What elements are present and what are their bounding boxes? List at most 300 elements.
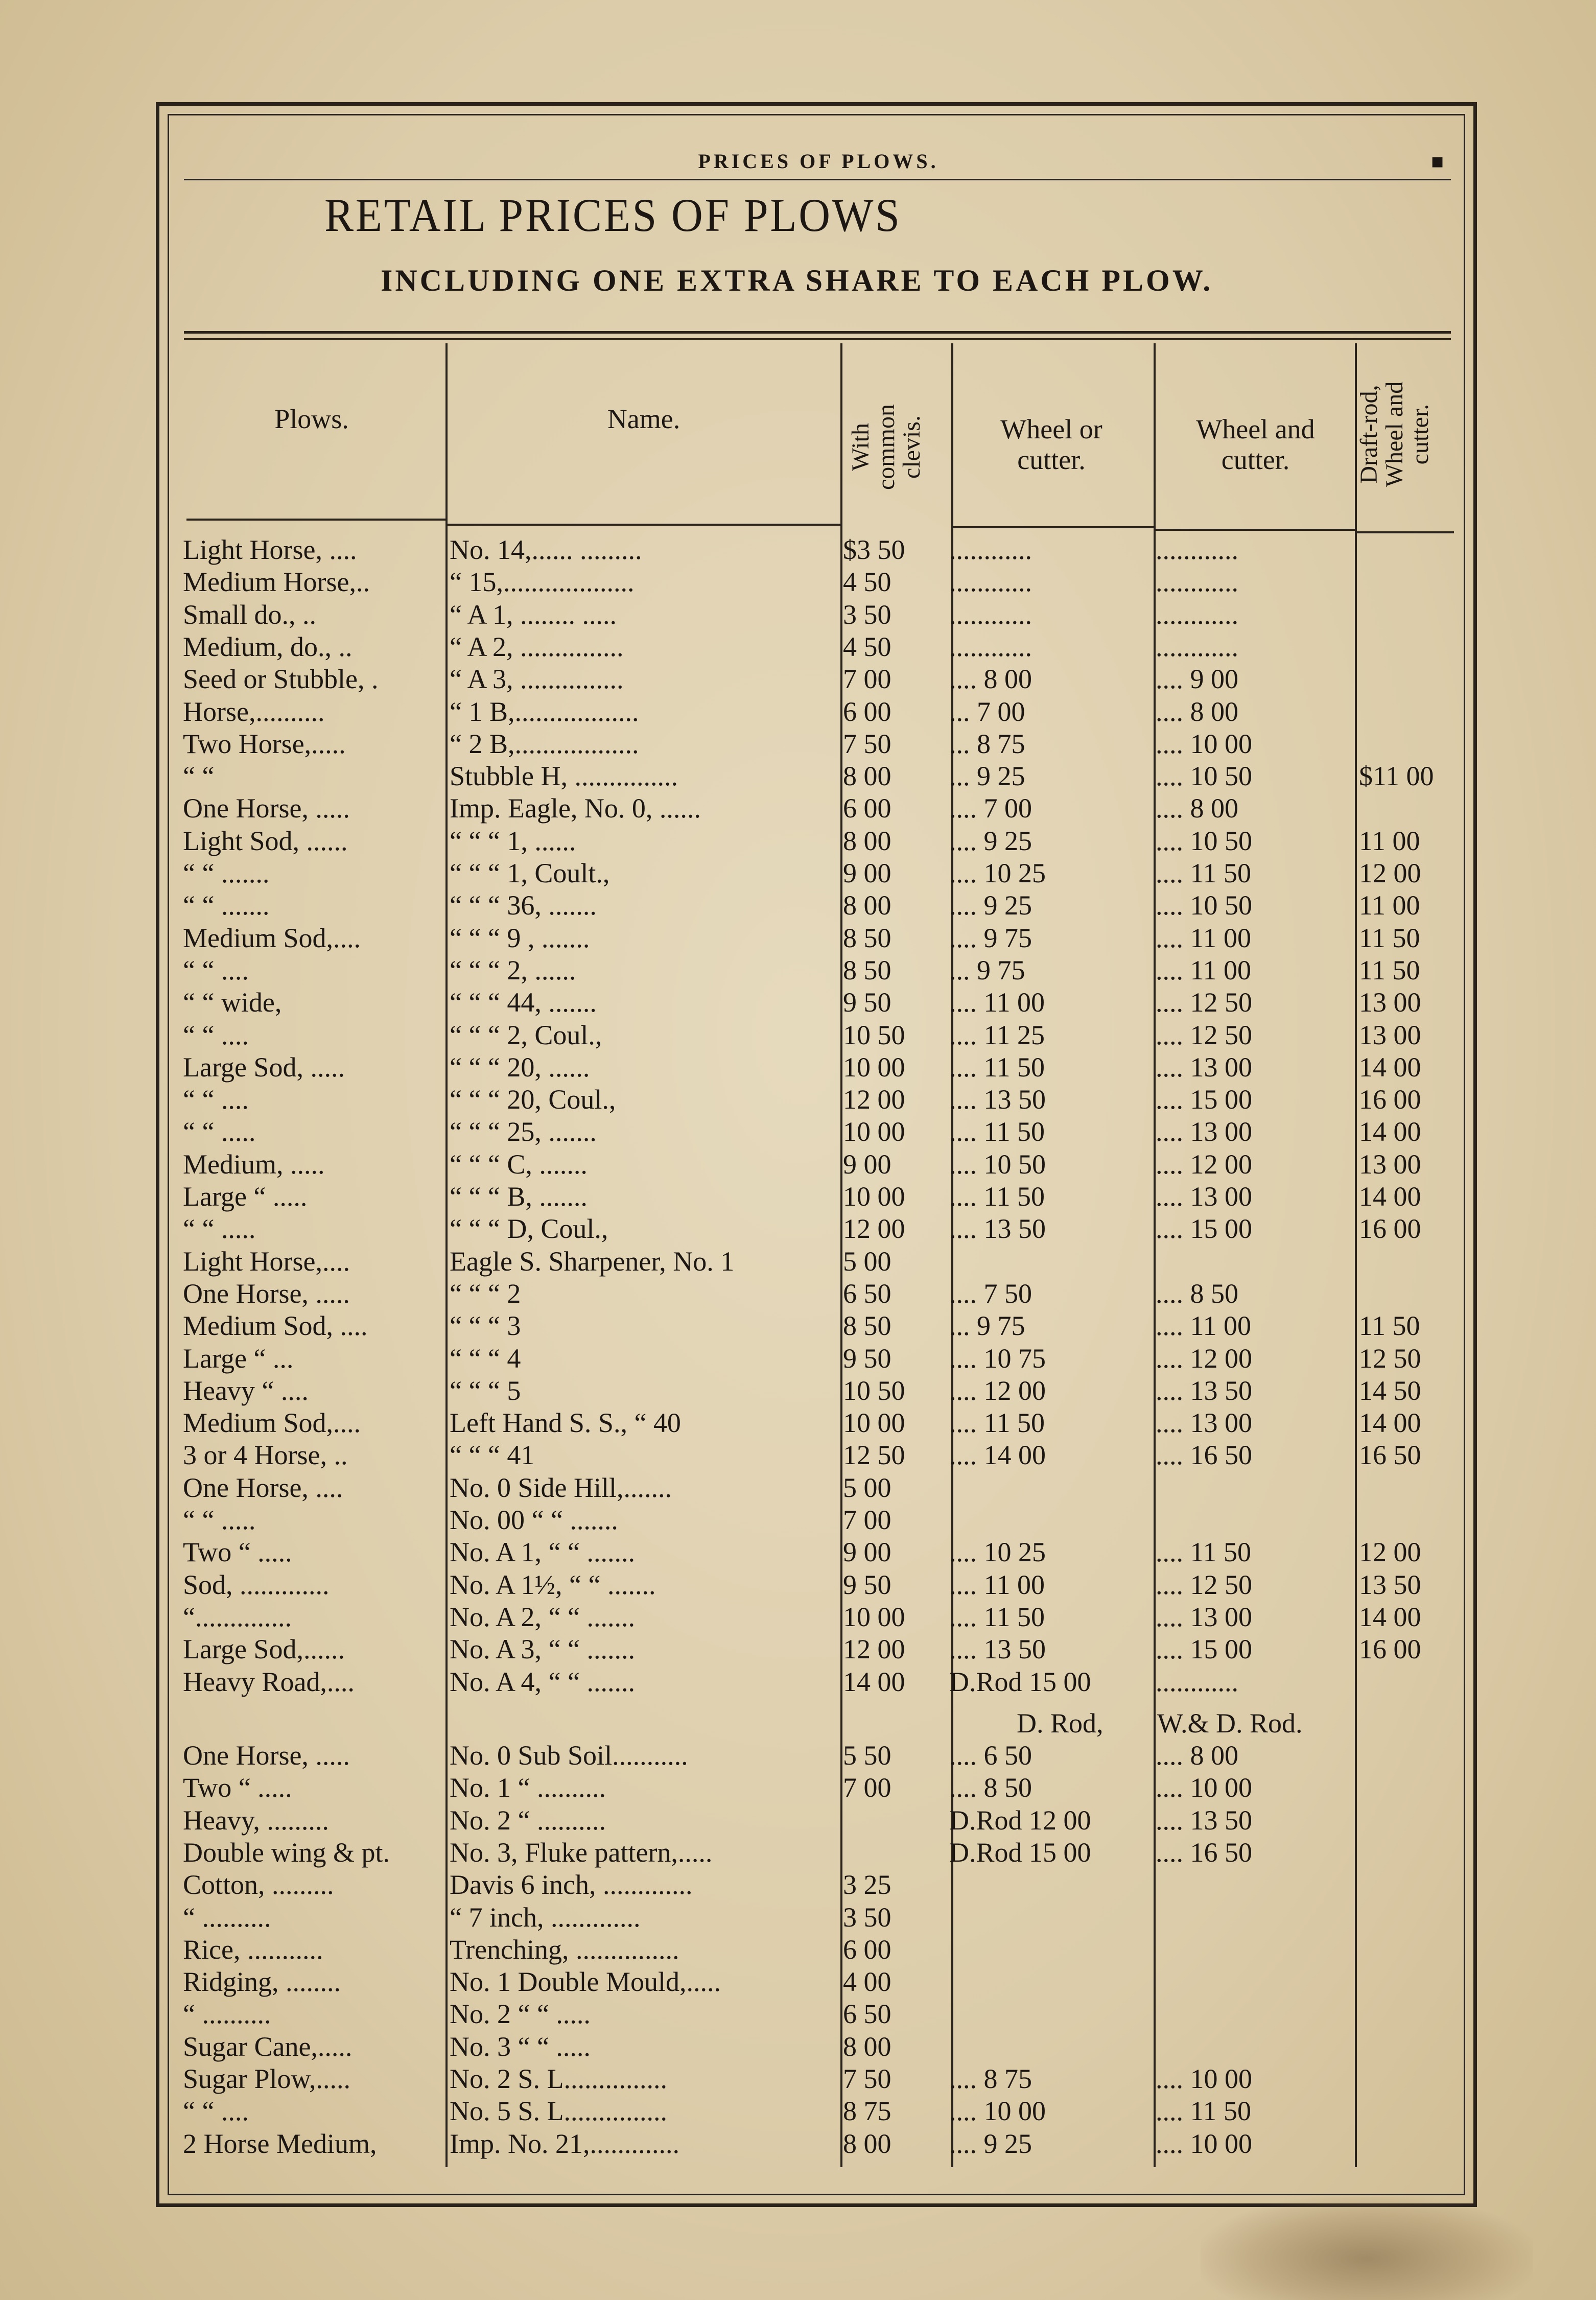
header-rule-wheel-and (1156, 529, 1355, 531)
running-head: PRICES OF PLOWS. (698, 150, 939, 173)
cell-p3: .... 11 00 (1156, 954, 1251, 985)
cell-name: “ “ “ C, ....... (450, 1148, 588, 1180)
cell-p4: 14 00 (1359, 1181, 1421, 1212)
cell-name: “ A 3, ............... (450, 664, 624, 695)
cell-plow: “ “ .... (183, 2096, 249, 2127)
cell-name: “ A 1, ........ ..... (450, 599, 617, 630)
cell-plow: Two Horse,..... (183, 728, 346, 759)
cell-p1: 12 00 (843, 1634, 905, 1665)
cell-p4: 14 00 (1359, 1407, 1421, 1439)
cell-name: No. A 4, “ “ ....... (450, 1666, 635, 1697)
cell-p3: .... 10 00 (1156, 728, 1252, 759)
cell-p4: 11 00 (1359, 890, 1420, 921)
cell-name: Davis 6 inch, ............. (450, 1869, 693, 1900)
cell-plow: Large “ ... (183, 1343, 294, 1374)
cell-p1: 6 00 (843, 1934, 891, 1965)
cell-p1: 9 00 (843, 858, 891, 888)
cell-p1: 9 50 (843, 987, 891, 1018)
cell-p2: .... 11 50 (949, 1407, 1045, 1439)
cell-p2: .... 9 25 (949, 2128, 1032, 2159)
cell-p2: .... 6 50 (949, 1740, 1032, 1771)
cell-p2: .... 8 50 (949, 1772, 1032, 1803)
cell-plow: Medium Sod,.... (183, 922, 361, 953)
cell-plow: Two “ ..... (183, 1772, 292, 1803)
cell-p3: .... 16 50 (1156, 1440, 1252, 1471)
cell-name: No. 1 “ .......... (450, 1772, 606, 1803)
cell-name: No. A 2, “ “ ....... (450, 1601, 635, 1632)
cell-name: “ “ “ 5 (450, 1375, 521, 1406)
cell-p1: 7 50 (843, 2063, 891, 2094)
table-row (0, 2095, 1596, 2127)
cell-p3: .... 10 00 (1156, 1772, 1252, 1803)
cell-p1: 4 50 (843, 631, 891, 662)
cell-p3: .... 10 50 (1156, 825, 1252, 856)
cell-p2: .... 10 50 (949, 1148, 1046, 1180)
cell-name: “ 15,................... (450, 567, 635, 598)
cell-p1: 12 00 (843, 1084, 905, 1115)
table-row (0, 1633, 1596, 1665)
table-row (0, 1439, 1596, 1471)
cell-plow: 3 or 4 Horse, .. (183, 1440, 348, 1471)
page-subtitle: INCLUDING ONE EXTRA SHARE TO EACH PLOW. (381, 264, 1213, 297)
cell-p4: 14 00 (1359, 1051, 1421, 1083)
header-common: With common clevis. (847, 404, 925, 490)
cell-p2: .... 11 00 (949, 1569, 1045, 1600)
cell-plow: “ “ .... (183, 1019, 249, 1050)
table-row (0, 1148, 1596, 1181)
cell-p4: 11 50 (1359, 954, 1420, 985)
cell-name: “ “ “ 44, ....... (450, 987, 597, 1018)
table-row (0, 1772, 1596, 1804)
cell-p1: 9 00 (843, 1537, 891, 1568)
cell-p2: ............ (949, 631, 1032, 662)
table-row (0, 1472, 1596, 1504)
cell-p1: 10 00 (843, 1407, 905, 1439)
cell-plow: Small do., .. (183, 599, 317, 630)
cell-plow: Medium Horse,.. (183, 567, 370, 598)
table-row (0, 760, 1596, 792)
cell-p2: .... 12 00 (949, 1375, 1046, 1406)
cell-plow: Large Sod, ..... (183, 1051, 345, 1083)
cell-p2: .... 13 50 (949, 1084, 1046, 1115)
cell-p1: 10 00 (843, 1601, 905, 1632)
header-wheel-or: Wheel or cutter. (1000, 414, 1102, 475)
table-row (0, 1934, 1596, 1966)
cell-p3: .... 10 00 (1156, 2063, 1252, 2094)
table-row (0, 1998, 1596, 2030)
cell-p2: .... 13 50 (949, 1634, 1046, 1665)
cell-p3: .... 8 50 (1156, 1278, 1238, 1309)
cell-p3: .... 13 00 (1156, 1116, 1252, 1147)
cell-plow: Medium Sod, .... (183, 1310, 368, 1342)
cell-p1: 6 50 (843, 1278, 891, 1309)
table-row (0, 663, 1596, 695)
table-row (0, 922, 1596, 954)
cell-p3: .... 11 00 (1156, 1310, 1251, 1342)
cell-name: “ “ “ 3 (450, 1310, 521, 1342)
table-row (0, 1310, 1596, 1342)
cell-p2: ............ (949, 534, 1032, 565)
cell-p3: .... 15 00 (1156, 1213, 1252, 1245)
table-row (0, 1375, 1596, 1407)
cell-p4: 16 00 (1359, 1634, 1421, 1665)
cell-p4: 11 50 (1359, 1310, 1420, 1342)
cell-p3: .... 13 00 (1156, 1051, 1252, 1083)
cell-p1: 3 25 (843, 1869, 891, 1900)
cell-p2: .... 7 00 (949, 793, 1032, 824)
cell-p1: 7 00 (843, 1772, 891, 1803)
cell-p1: $3 50 (843, 534, 905, 565)
cell-plow: Sugar Plow,..... (183, 2063, 351, 2094)
cell-p3: .... 8 00 (1156, 696, 1238, 727)
cell-p2: ... 9 75 (949, 954, 1025, 985)
table-row (0, 1504, 1596, 1536)
cell-name: “ “ “ 2, Coul., (450, 1019, 602, 1050)
cell-p4: $11 00 (1359, 761, 1434, 792)
table-row (0, 1116, 1596, 1148)
cell-p4: 13 00 (1359, 1148, 1421, 1180)
subheader-d-rod: D. Rod, (1017, 1708, 1104, 1739)
table-row (0, 1666, 1596, 1698)
cell-p1: 4 50 (843, 567, 891, 598)
cell-plow: Seed or Stubble, . (183, 664, 379, 695)
cell-p3: .... 13 50 (1156, 1375, 1252, 1406)
cell-name: “ “ “ 25, ....... (450, 1116, 597, 1147)
cell-p1: 8 00 (843, 825, 891, 856)
table-row (0, 534, 1596, 566)
cell-p2: D.Rod 12 00 (949, 1804, 1091, 1836)
cell-p2: .... 11 50 (949, 1051, 1045, 1083)
cell-name: “ “ “ D, Coul., (450, 1213, 608, 1245)
cell-plow: “ .......... (183, 1902, 271, 1933)
table-row (0, 696, 1596, 728)
subheader-wd-rod: W.& D. Rod. (1157, 1708, 1303, 1739)
cell-p1: 10 00 (843, 1051, 905, 1083)
cell-p2: .... 8 75 (949, 2063, 1032, 2094)
cell-name: No. 0 Side Hill,....... (450, 1472, 672, 1503)
cell-p4: 11 00 (1359, 825, 1420, 856)
cell-p2: ... 9 75 (949, 1310, 1025, 1342)
cell-plow: “ “ ....... (183, 890, 270, 921)
table-row (0, 1966, 1596, 1998)
cell-p3: .... 13 00 (1156, 1181, 1252, 1212)
cell-name: No. A 3, “ “ ....... (450, 1634, 635, 1665)
cell-name: Trenching, ............... (450, 1934, 679, 1965)
table-row (0, 728, 1596, 760)
cell-p1: 5 00 (843, 1472, 891, 1503)
table-row (0, 1902, 1596, 1934)
cell-p3: .... 8 00 (1156, 1740, 1238, 1771)
cell-p2: .... 11 50 (949, 1116, 1045, 1147)
table-row (0, 987, 1596, 1019)
cell-p1: 8 00 (843, 761, 891, 792)
cell-name: No. 14,...... ......... (450, 534, 642, 565)
cell-p1: 8 00 (843, 2031, 891, 2062)
cell-p1: 5 00 (843, 1246, 891, 1277)
cell-p1: 9 00 (843, 1148, 891, 1180)
cell-plow: Medium Sod,.... (183, 1407, 361, 1439)
table-row (0, 631, 1596, 663)
table-row (0, 566, 1596, 598)
cell-p3: .... 15 00 (1156, 1084, 1252, 1115)
header-rule-plows (186, 519, 445, 521)
cell-name: Imp. No. 21,............. (450, 2128, 679, 2159)
cell-p2: .... 10 25 (949, 1537, 1046, 1568)
cell-plow: Rice, ........... (183, 1934, 323, 1965)
table-row (0, 1019, 1596, 1051)
table-row (0, 954, 1596, 987)
header-rule-draft (1357, 531, 1454, 533)
cell-p2: .... 8 00 (949, 664, 1032, 695)
cell-p2: .... 11 00 (949, 987, 1045, 1018)
table-row (0, 1278, 1596, 1310)
table-row (0, 2128, 1596, 2160)
cell-p1: 8 50 (843, 954, 891, 985)
cell-name: Imp. Eagle, No. 0, ...... (450, 793, 701, 824)
cell-plow: “ “ (183, 761, 215, 792)
cell-p4: 16 50 (1359, 1440, 1421, 1471)
cell-p4: 14 00 (1359, 1116, 1421, 1147)
cell-p1: 6 00 (843, 793, 891, 824)
cell-name: No. A 1½, “ “ ....... (450, 1569, 656, 1600)
cell-plow: Two “ ..... (183, 1537, 292, 1568)
cell-p1: 3 50 (843, 599, 891, 630)
cell-p2: .... 11 50 (949, 1601, 1045, 1632)
cell-name: No. A 1, “ “ ....... (450, 1537, 635, 1568)
cell-p3: .... 12 00 (1156, 1343, 1252, 1374)
table-row (0, 792, 1596, 825)
table-row (0, 857, 1596, 889)
header-rule-name (448, 524, 840, 526)
cell-name: “ “ “ 1, Coult., (450, 858, 610, 888)
cell-p1: 8 50 (843, 922, 891, 953)
cell-p1: 10 00 (843, 1181, 905, 1212)
cell-name: No. 2 S. L............... (450, 2063, 668, 2094)
cell-plow: Horse,.......... (183, 696, 325, 727)
page-title: RETAIL PRICES OF PLOWS (324, 189, 902, 241)
cell-p2: .... 13 50 (949, 1213, 1046, 1245)
cell-p4: 14 00 (1359, 1601, 1421, 1632)
cell-p3: .... 12 50 (1156, 1019, 1252, 1050)
cell-plow: One Horse, .... (183, 1472, 343, 1503)
cell-plow: Cotton, ......... (183, 1869, 334, 1900)
cell-name: Left Hand S. S., “ 40 (450, 1407, 681, 1439)
cell-name: “ “ “ 41 (450, 1440, 535, 1471)
cell-p2: ............ (949, 567, 1032, 598)
cell-p4: 16 00 (1359, 1213, 1421, 1245)
table-row (0, 2031, 1596, 2063)
cell-plow: “ “ ..... (183, 1213, 256, 1245)
cell-name: “ 2 B,.................. (450, 728, 639, 759)
cell-p2: .... 10 75 (949, 1343, 1046, 1374)
cell-plow: “.............. (183, 1601, 292, 1632)
cell-plow: Light Horse, .... (183, 534, 357, 565)
table-row (0, 1869, 1596, 1901)
cell-p1: 7 50 (843, 728, 891, 759)
cell-p3: .... 12 00 (1156, 1148, 1252, 1180)
cell-name: No. 5 S. L............... (450, 2096, 668, 2127)
cell-p3: .... 10 00 (1156, 2128, 1252, 2159)
table-row (0, 1804, 1596, 1837)
page-mark: ▪ (1430, 149, 1445, 173)
cell-p2: ... 9 25 (949, 761, 1025, 792)
running-head-rule (184, 179, 1451, 180)
cell-p4: 13 00 (1359, 987, 1421, 1018)
header-rule-wheel-or (953, 526, 1154, 528)
cell-plow: “ “ wide, (183, 987, 282, 1018)
cell-plow: Medium, ..... (183, 1148, 325, 1180)
cell-p1: 9 50 (843, 1569, 891, 1600)
cell-name: “ “ “ 36, ....... (450, 890, 597, 921)
cell-p1: 6 00 (843, 696, 891, 727)
cell-p2: D.Rod 15 00 (949, 1837, 1091, 1868)
table-row (0, 1407, 1596, 1439)
cell-p4: 12 50 (1359, 1343, 1421, 1374)
cell-name: “ 1 B,.................. (450, 696, 639, 727)
cell-p3: .... 11 00 (1156, 922, 1251, 953)
cell-p3: .... 11 50 (1156, 1537, 1251, 1568)
cell-plow: Double wing & pt. (183, 1837, 390, 1868)
cell-p2: .... 9 25 (949, 825, 1032, 856)
cell-p1: 10 50 (843, 1019, 905, 1050)
table-row (0, 1837, 1596, 1869)
cell-p1: 7 00 (843, 1505, 891, 1535)
cell-p1: 6 50 (843, 1999, 891, 2030)
cell-plow: Ridging, ........ (183, 1966, 341, 1998)
cell-plow: Heavy, ......... (183, 1804, 329, 1836)
cell-p2: .... 9 75 (949, 922, 1032, 953)
cell-p3: .... 9 00 (1156, 664, 1238, 695)
title-rule-1 (184, 331, 1451, 334)
table-row (0, 1181, 1596, 1213)
cell-plow: Large Sod,...... (183, 1634, 345, 1665)
cell-name: No. 0 Sub Soil........... (450, 1740, 688, 1771)
cell-p4: 13 00 (1359, 1019, 1421, 1050)
cell-name: No. 2 “ “ ..... (450, 1999, 591, 2030)
cell-name: “ “ “ 1, ...... (450, 825, 576, 856)
cell-p3: .... 8 00 (1156, 793, 1238, 824)
cell-p2: .... 10 25 (949, 858, 1046, 888)
cell-p4: 11 50 (1359, 922, 1420, 953)
cell-p3: .... 10 50 (1156, 761, 1252, 792)
cell-p2: ............ (949, 599, 1032, 630)
cell-p3: .... 13 50 (1156, 1804, 1252, 1836)
header-draft: Draft-rod, Wheel and cutter. (1355, 381, 1434, 487)
paper-stain (1201, 2197, 1533, 2300)
cell-p3: .... 15 00 (1156, 1634, 1252, 1665)
cell-p1: 3 50 (843, 1902, 891, 1933)
cell-p2: .... 11 50 (949, 1181, 1045, 1212)
cell-p2: ... 7 00 (949, 696, 1025, 727)
cell-p3: .... 11 50 (1156, 2096, 1251, 2127)
cell-p3: ............ (1156, 631, 1238, 662)
cell-p1: 4 00 (843, 1966, 891, 1998)
table-row (0, 1213, 1596, 1245)
table-row (0, 1246, 1596, 1278)
cell-p2: .... 14 00 (949, 1440, 1046, 1471)
cell-p2: .... 9 25 (949, 890, 1032, 921)
cell-plow: “ “ ..... (183, 1116, 256, 1147)
cell-p3: .... 11 50 (1156, 858, 1251, 888)
cell-p4: 16 00 (1359, 1084, 1421, 1115)
cell-p4: 12 00 (1359, 858, 1421, 888)
cell-name: “ “ “ 4 (450, 1343, 521, 1374)
cell-p4: 14 50 (1359, 1375, 1421, 1406)
cell-plow: Heavy Road,.... (183, 1666, 355, 1697)
cell-plow: Sugar Cane,..... (183, 2031, 353, 2062)
cell-p1: 5 50 (843, 1740, 891, 1771)
header-wheel-and: Wheel and cutter. (1196, 414, 1315, 475)
cell-plow: “ “ .... (183, 954, 249, 985)
cell-p2: D.Rod 15 00 (949, 1666, 1091, 1697)
cell-plow: One Horse, ..... (183, 793, 350, 824)
title-rule-2 (184, 338, 1451, 340)
cell-plow: Light Sod, ...... (183, 825, 348, 856)
cell-p2: .... 7 50 (949, 1278, 1032, 1309)
table-row (0, 1569, 1596, 1601)
table-row (0, 1601, 1596, 1633)
cell-p4: 12 00 (1359, 1537, 1421, 1568)
cell-plow: Light Horse,.... (183, 1246, 350, 1277)
cell-p3: .... 13 00 (1156, 1407, 1252, 1439)
cell-name: “ “ “ 2 (450, 1278, 521, 1309)
cell-name: “ “ “ 20, ...... (450, 1051, 590, 1083)
cell-p1: 8 00 (843, 890, 891, 921)
table-row (0, 1084, 1596, 1116)
cell-plow: 2 Horse Medium, (183, 2128, 377, 2159)
cell-name: “ “ “ B, ....... (450, 1181, 588, 1212)
cell-name: “ “ “ 20, Coul., (450, 1084, 616, 1115)
cell-name: “ 7 inch, ............. (450, 1902, 641, 1933)
cell-p4: 13 50 (1359, 1569, 1421, 1600)
cell-p3: ............ (1156, 599, 1238, 630)
cell-p1: 10 50 (843, 1375, 905, 1406)
cell-p2: .... 10 00 (949, 2096, 1046, 2127)
table-row (0, 889, 1596, 922)
table-row (0, 1051, 1596, 1084)
cell-p1: 12 50 (843, 1440, 905, 1471)
cell-p3: .... 12 50 (1156, 1569, 1252, 1600)
cell-p1: 14 00 (843, 1666, 905, 1697)
cell-p1: 8 50 (843, 1310, 891, 1342)
table-row (0, 1536, 1596, 1568)
cell-p3: .... 16 50 (1156, 1837, 1252, 1868)
cell-p2: ... 8 75 (949, 728, 1025, 759)
cell-plow: “ “ ....... (183, 858, 270, 888)
cell-name: Eagle S. Sharpener, No. 1 (450, 1246, 735, 1277)
cell-plow: Sod, ............. (183, 1569, 330, 1600)
cell-name: “ A 2, ............... (450, 631, 624, 662)
cell-plow: Large “ ..... (183, 1181, 308, 1212)
cell-plow: “ .......... (183, 1999, 271, 2030)
cell-p3: .... 13 00 (1156, 1601, 1252, 1632)
cell-p1: 8 00 (843, 2128, 891, 2159)
cell-p1: 8 75 (843, 2096, 891, 2127)
table-row (0, 825, 1596, 857)
cell-p2: .... 11 25 (949, 1019, 1045, 1050)
cell-plow: Medium, do., .. (183, 631, 353, 662)
cell-name: No. 1 Double Mould,..... (450, 1966, 721, 1998)
cell-name: No. 2 “ .......... (450, 1804, 606, 1836)
table-row (0, 1740, 1596, 1772)
header-plows: Plows. (274, 404, 349, 434)
cell-name: “ “ “ 2, ...... (450, 954, 576, 985)
cell-plow: One Horse, ..... (183, 1740, 350, 1771)
cell-plow: One Horse, ..... (183, 1278, 350, 1309)
cell-name: “ “ “ 9 , ....... (450, 922, 590, 953)
table-row (0, 599, 1596, 631)
cell-p3: ............ (1156, 534, 1238, 565)
